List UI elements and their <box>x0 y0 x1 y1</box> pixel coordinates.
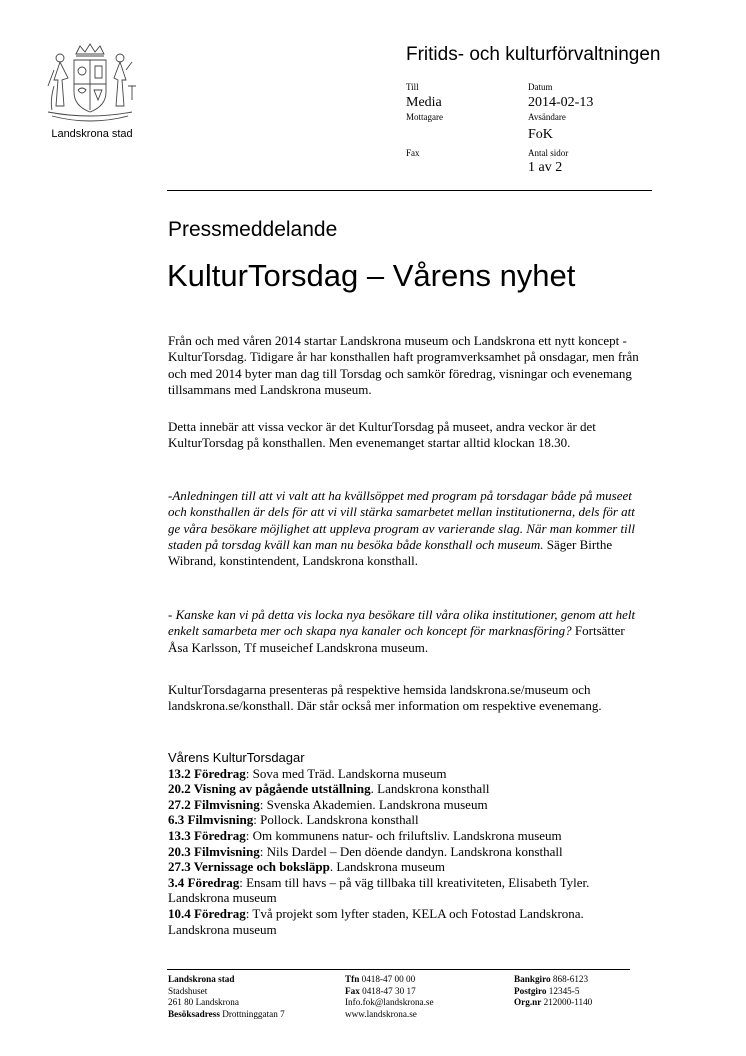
event-description: . Landskrona museum <box>329 859 445 875</box>
event-date: 13.2 Föredrag <box>168 765 246 781</box>
event-date: 10.4 Föredrag <box>168 905 246 921</box>
avsandare-value: FoK <box>528 127 553 142</box>
list-item <box>168 812 644 828</box>
fax-label: Fax <box>406 148 420 158</box>
list-item <box>168 828 644 844</box>
paragraph-quote-karlsson <box>168 607 644 656</box>
quote-attribution: Fortsätter Åsa Karlsson, Tf museichef Landskrona museum. <box>168 623 625 655</box>
logo-text: Landskrona stad <box>51 128 133 140</box>
event-description: : Sova med Träd. Landskorna museum <box>245 765 447 781</box>
event-date: 3.4 Föredrag <box>168 874 240 890</box>
event-description: : Två projekt som lyfter staden, KELA och Fotostad Landskrona. Landskrona museum <box>168 905 584 937</box>
footer-tfn-label: Tfn <box>345 974 360 984</box>
paragraph-text <box>168 607 644 656</box>
paragraph-intro <box>168 333 644 398</box>
antal-sidor-label: Antal sidor <box>528 148 569 158</box>
department-name: Fritids- och kulturförvaltningen <box>406 44 661 65</box>
till-value: Media <box>406 95 442 110</box>
footer-fax-value: 0418-47 30 17 <box>359 985 416 996</box>
coat-of-arms-logo <box>40 40 140 130</box>
quote-text: - Kanske kan vi på detta vis locka nya besökare till våra olika institutioner, genom att helt enkelt samarbeta mer och skapa nya kanaler och koncept för marknasföring? <box>168 607 636 639</box>
footer-visit-value: Drottninggatan 7 <box>219 1008 285 1019</box>
footer-postgiro-value: 12345-5 <box>546 985 580 996</box>
footer-postgiro-label: Postgiro <box>514 985 547 996</box>
avsandare-label: Avsändare <box>528 112 566 122</box>
event-date: 6.3 Filmvisning <box>168 812 254 828</box>
list-item <box>168 766 644 782</box>
list-item <box>168 797 644 813</box>
list-item <box>168 875 644 906</box>
footer-contact <box>345 974 434 1020</box>
paragraph-quote-wibrand <box>168 488 644 569</box>
event-list <box>168 750 644 937</box>
paragraph-text: Från och med våren 2014 startar Landskrona museum och Landskrona ett nytt koncept - KulturTorsdag. Tidigare år har konsthallen haft programverksamhet på onsdagar, men från och med 2014 byter man dag till Torsdag och samkör föredrag, visningar och evenemang tillsammans med Landskrona museum. <box>168 333 639 397</box>
quote-attribution: Säger Birthe Wibrand, konstintendent, Landskrona konsthall. <box>168 536 613 569</box>
footer-address <box>168 974 285 1020</box>
event-date: 27.3 Vernissage och boksläpp <box>168 859 330 875</box>
event-description: : Svenska Akademien. Landskrona museum <box>259 796 488 812</box>
footer-website: www.landskrona.se <box>345 1008 417 1019</box>
event-description: : Nils Dardel – Den döende dandyn. Landskrona konsthall <box>259 843 563 859</box>
event-description: : Om kommunens natur- och friluftsliv. Landskrona museum <box>245 827 562 843</box>
list-item <box>168 844 644 860</box>
paragraph-text: Detta innebär att vissa veckor är det KulturTorsdag på museet, andra veckor är det KulturTorsdag på konsthallen. Men evenemanget startar alltid klockan 18.30. <box>168 419 596 451</box>
event-date: 20.3 Filmvisning <box>168 843 260 859</box>
list-item <box>168 906 644 937</box>
mottagare-label: Mottagare <box>406 112 443 122</box>
footer-bankgiro-value: 868-6123 <box>550 974 589 984</box>
event-description: : Pollock. Landskrona konsthall <box>253 812 419 828</box>
footer-fax-label: Fax <box>345 985 360 996</box>
footer-banking <box>514 974 592 1009</box>
footer-address-line: Stadshuset <box>168 985 208 996</box>
headline: KulturTorsdag – Vårens nyhet <box>167 258 576 293</box>
event-date: 20.2 Visning av pågående utställning <box>168 781 371 797</box>
quote-text: -Anledningen till att vi valt att ha kvällsöppet med program på torsdagar både på museet och konsthallen är dels för att vi vill stärka samarbetet mellan institutionerna, dels för att ge våra besökare möjlighet att uppleva program av varierande slag. När man kommer till staden på torsdag kväll kan man nu besöka både konsthall och museum. <box>168 488 635 552</box>
footer-visit-label: Besöksadress <box>168 1008 220 1019</box>
paragraph-websites <box>168 682 644 715</box>
footer-divider <box>167 969 630 970</box>
footer-orgnr-label: Org.nr <box>514 997 542 1008</box>
event-date: 13.3 Föredrag <box>168 827 246 843</box>
event-list-title: Vårens KulturTorsdagar <box>168 750 305 765</box>
list-item <box>168 781 644 797</box>
till-label: Till <box>406 82 419 92</box>
event-description: . Landskrona konsthall <box>370 781 490 797</box>
event-date: 27.2 Filmvisning <box>168 796 260 812</box>
footer-email: Info.fok@landskrona.se <box>345 997 434 1008</box>
antal-sidor-value: 1 av 2 <box>528 160 563 175</box>
footer-orgnr-value: 212000-1140 <box>541 997 593 1008</box>
header-divider <box>167 190 652 191</box>
datum-label: Datum <box>528 82 553 92</box>
paragraph-text <box>168 488 644 569</box>
footer-bankgiro-label: Bankgiro <box>514 974 551 984</box>
footer-org-name: Landskrona stad <box>168 974 235 984</box>
list-item <box>168 859 644 875</box>
event-description: : Ensam till havs – på väg tillbaka till kreativiteten, Elisabeth Tyler. Landskrona museum <box>168 874 590 906</box>
datum-value: 2014-02-13 <box>528 95 594 110</box>
paragraph-schedule <box>168 419 644 452</box>
paragraph-text: KulturTorsdagarna presenteras på respektive hemsida landskrona.se/museum och landskrona.se/konsthall. Där står också mer information om respektive evenemang. <box>168 682 602 714</box>
footer-tfn-value: 0418-47 00 00 <box>359 974 416 984</box>
footer-address-line: 261 80 Landskrona <box>168 997 239 1008</box>
press-release-kicker: Pressmeddelande <box>168 218 338 241</box>
